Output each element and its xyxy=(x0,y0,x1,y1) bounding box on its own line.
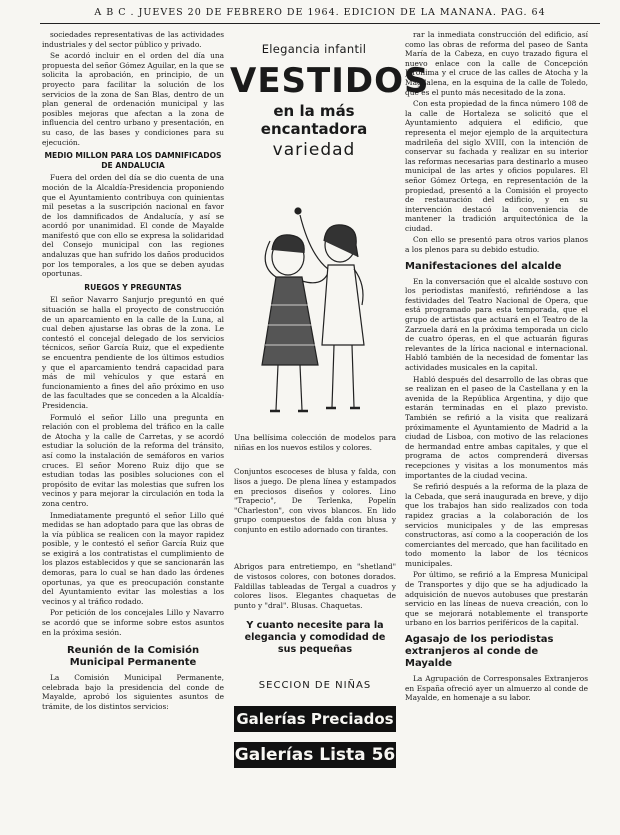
section-heading-medio-millon: MEDIO MILLON PARA LOS DAMNIFICADOS DE ANDALUCIA xyxy=(44,151,222,170)
ad-brand-bar-preciados: Galerías Preciados xyxy=(234,706,396,732)
article-paragraph: sociedades representativas de las actividades industriales y del sector público y privado. xyxy=(42,30,224,49)
ad-body-text: Abrigos para entretiempo, en "shetland" de vistosos colores, con botones dorados. Faldillas tableadas de Tergal a cuadros y colores lisos. Elegantes chaquetas de punto y "dral". Blusas. Chaquetas. xyxy=(234,562,396,610)
ad-variedad: variedad xyxy=(272,140,356,160)
article-paragraph: Con esta propiedad de la finca número 108 de la calle de Hortaleza se solicitó que el Ayuntamiento adquiera el edificio, que representa el mejor ejemplo de la arquitectura madrileña del siglo XVIII, con la intención de conservar su fachada y realizar en su interior las reformas necesarias para destinarlo a museo municipal de las artes y oficios populares. El señor Gómez Ortega, en representación de la propiedad, presentó a la Comisión el proyecto de restauración del edificio, y en su intervención destacó la conveniencia de mantener la tradición arquitectónica de la ciudad. xyxy=(405,99,588,233)
article-paragraph: En la conversación que el alcalde sostuvo con los periodistas manifestó, refiriéndose a las festividades del Teatro Nacional de Opera, que está programado para esta temporada, que el grupo de artistas que actuará en el Teatro de la Zarzuela dará en la próxima temporada un ciclo de cuatro óperas, en el que actuarán figuras relevantes de la lírica nacional e internacional. Habló también de la necesidad de fomentar las actividades musicales en la capital. xyxy=(405,276,588,372)
article-paragraph: Con ello se presentó para otros varios planos a los plenos para su debido estudio. xyxy=(405,235,588,255)
article-paragraph: Formuló el señor Lillo una pregunta en relación con el problema del tráfico en la calle de Atocha y la calle de Carretas, y se acordó estudiar la solución de la reforma del tránsito, así como la instalación de semáforos en varios cruces. El señor Moreno Ruiz dijo que se estudian todas las posibles soluciones con el propósito de evitar las molestias que sufren los vecinos y para mejorar la circulación en toda la zona centro. xyxy=(42,412,224,508)
ad-tagline: Elegancia infantil xyxy=(261,42,367,56)
article-paragraph: Se acordó incluir en el orden del día una propuesta del señor Gómez Aguilar, en la que se solicita la aprobación, en principio, de un proyecto para facilitar la solución de los servicios de la zona de San Blas, dentro de un plan general de ordenación municipal y las posibles mejoras que afectan a la zona de influencia del centro urbano y presentación, en su caso, de las bases y condiciones para su ejecución. xyxy=(42,51,224,147)
section-heading-comision: Reunión de la Comisión Municipal Permanente xyxy=(66,645,200,669)
article-paragraph: El señor Navarro Sanjurjo preguntó en qué situación se halla el proyecto de construcción de un aparcamiento en la calle de la Luna, al cual deben ajustarse las obras de la zona. Le contestó el concejal delegado de los servicios técnicos, señor García Ruiz, que el expediente se encuentra pendiente de los últimos estudios y que el aparcamiento tendrá capacidad para más de mil vehículos y que estará en funcionamiento a fines del año próximo en uso de las facultades que se conceden a la Alcaldía-Presidencia. xyxy=(42,295,224,410)
article-paragraph: La Agrupación de Corresponsales Extranjeros en España ofreció ayer un almuerzo al conde de Mayalde, en homenaje a su labor. xyxy=(405,674,588,703)
ad-call-to-action: Y cuanto necesite para la elegancia y comodidad de sus pequeñas xyxy=(244,620,386,655)
page-header: A B C . JUEVES 20 DE FEBRERO DE 1964. EDICION DE LA MAÑANA. PAG. 64 xyxy=(40,7,600,24)
article-paragraph: Se refirió después a la reforma de la plaza de la Cebada, que será inaugurada en breve, y dijo que los trabajos han sido realizados con toda rapidez gracias a la colaboración de los servicios municipales y de las empresas constructoras, así como a la cooperación de los comerciantes del mercado, que han facilitado en todo momento la labor de los técnicos municipales. xyxy=(405,482,588,568)
ad-section-label: SECCION DE NIÑAS xyxy=(258,680,372,691)
article-paragraph: Habló después del desarrollo de las obras que se realizan en el paseo de la Castellana y en la avenida de la República Argentina, y dijo que estarán terminadas en el plazo previsto. También se refirió a la visita que realizará próximamente el Ayuntamiento de Madrid a la ciudad de Lisboa, con motivo de las relaciones de hermandad entre ambas capitales, y que el programa de actos comprenderá diversas recepciones y visitas a los monumentos más importantes de la ciudad vecina. xyxy=(405,374,588,480)
ad-brand-bar-lista: Galerías Lista 56 xyxy=(234,742,396,768)
left-column xyxy=(42,30,224,800)
section-heading-manifestaciones: Manifestaciones del alcalde xyxy=(405,260,562,272)
article-paragraph: rar la inmediata construcción del edificio, así como las obras de reforma del paseo de Santa María de la Cabeza, en cuyo trazado figura el nuevo enlace con la calle de Concepción Jerónima y el cruce de las calles de Atocha y la Magdalena, en la esquina de la calle de Toledo, que es el punto más necesitado de la zona. xyxy=(405,30,588,97)
ad-illustration-two-girls xyxy=(240,195,390,425)
article-paragraph: Por petición de los concejales Lillo y Navarro se acordó que se informe sobre estos asuntos en la próxima sesión. xyxy=(42,608,224,637)
article-paragraph: La Comisión Municipal Permanente, celebrada bajo la presidencia del conde de Mayalde, aprobó los siguientes asuntos de trámite, de los distintos servicios: xyxy=(42,673,224,711)
right-column xyxy=(405,30,588,800)
article-paragraph: Fuera del orden del día se dio cuenta de una moción de la Alcaldía-Presidencia proponiendo que el Ayuntamiento contribuya con quinientas mil pesetas a la suscripción nacional en favor de los damnificados de Andalucía, y así se acordó por unanimidad. El conde de Mayalde manifestó que con ello se expresa la solidaridad del Consejo municipal con las regiones andaluzas que han sufrido los daños producidos por los temporales, a los que se deben ayudas oportunas. xyxy=(42,173,224,279)
section-heading-agasajo: Agasajo de los periodistas extranjeros al conde de Mayalde xyxy=(405,634,554,670)
ad-caption: Una bellísima colección de modelos para niñas en los nuevos estilos y colores. xyxy=(234,433,396,452)
ad-headline: VESTIDOS xyxy=(230,61,430,101)
section-heading-ruegos: RUEGOS Y PREGUNTAS xyxy=(84,282,182,292)
advertisement xyxy=(230,30,430,805)
ad-subheadline: en la más encantadora xyxy=(260,102,368,138)
article-paragraph: Por último, se refirió a la Empresa Municipal de Transportes y dijo que se ha adjudicado la adquisición de nuevos autobuses que prestarán servicio en las líneas de nueva creación, con lo que se mejorará notablemente el transporte urbano en los barrios periféricos de la capital. xyxy=(405,570,588,628)
ad-body-text: Conjuntos escoceses de blusa y falda, con lisos a juego. De plena línea y estampados en preciosos diseños y colores. Lino "Trapecio", De Terlenka, Popelín "Charleston", con vivos blancos. En lido grupo compuestos de falda con blusa y conjunto en estilo adornado con tirantes. xyxy=(234,467,396,534)
article-paragraph: Inmediatamente preguntó el señor Lillo qué medidas se han adoptado para que las obras de la vía pública se realicen con la mayor rapidez posible, y le contestó el señor García Ruiz que se exigirá a los contratistas el cumplimiento de los plazos establecidos y que se sancionarán las demoras, para lo cual se han dado las órdenes oportunas, ya que es preocupación constante del Ayuntamiento evitar las molestias a los vecinos y al tráfico rodado. xyxy=(42,510,224,606)
girl-left-figure xyxy=(262,235,328,411)
